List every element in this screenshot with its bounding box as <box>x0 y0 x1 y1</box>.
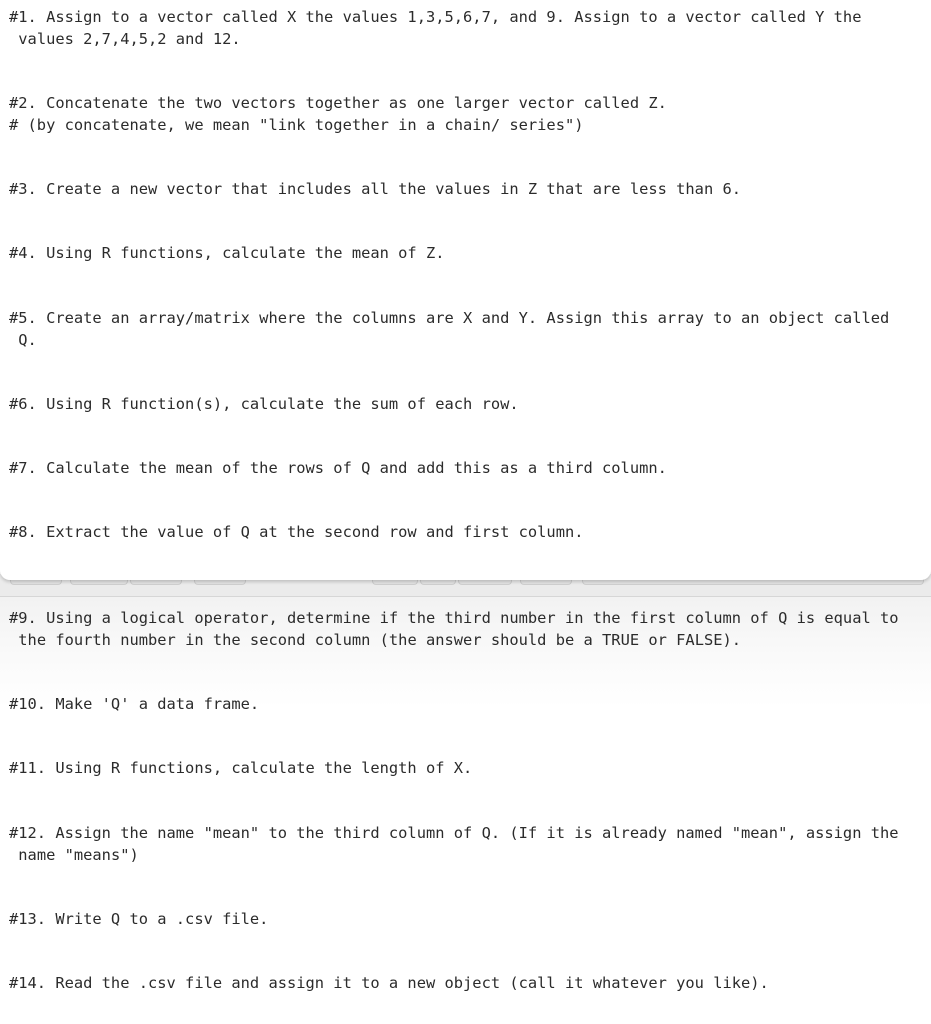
code-line: #9. Using a logical operator, determine if the third number in the first column of Q is equal to <box>9 609 899 627</box>
code-line: values 2,7,4,5,2 and 12. <box>9 30 241 48</box>
code-line: #14. Read the .csv file and assign it to a new object (call it whatever you like). <box>9 974 769 992</box>
code-line: #1. Assign to a vector called X the values 1,3,5,6,7, and 9. Assign to a vector called Y the <box>9 8 862 26</box>
code-line: the fourth number in the second column (the answer should be a TRUE or FALSE). <box>9 631 742 649</box>
code-line: #2. Concatenate the two vectors together as one larger vector called Z. <box>9 94 667 112</box>
code-line: Q. <box>9 331 37 349</box>
code-line: #3. Create a new vector that includes all the values in Z that are less than 6. <box>9 180 742 198</box>
code-line: #11. Using R functions, calculate the length of X. <box>9 759 473 777</box>
code-line: #13. Write Q to a .csv file. <box>9 910 269 928</box>
code-line: #8. Extract the value of Q at the second row and first column. <box>9 523 584 541</box>
script-editor-bottom[interactable] <box>0 596 931 1024</box>
code-line: name "means") <box>9 846 139 864</box>
code-line: # (by concatenate, we mean "link together in a chain/ series") <box>9 116 584 134</box>
code-line: #4. Using R functions, calculate the mean of Z. <box>9 244 445 262</box>
code-line: #5. Create an array/matrix where the columns are X and Y. Assign this array to an object called <box>9 309 890 327</box>
code-line: #10. Make 'Q' a data frame. <box>9 695 260 713</box>
code-line: #7. Calculate the mean of the rows of Q and add this as a third column. <box>9 459 667 477</box>
code-line: #12. Assign the name "mean" to the third column of Q. (If it is already named "mean", assign the <box>9 824 899 842</box>
code-line: #6. Using R function(s), calculate the sum of each row. <box>9 395 519 413</box>
